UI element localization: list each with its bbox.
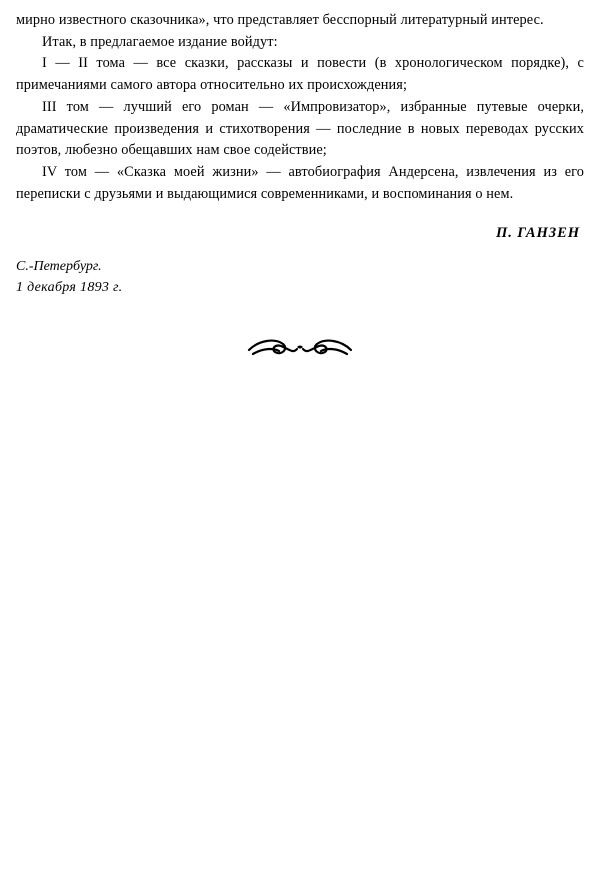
paragraph-continuation: мирно известного сказочника», что представляет бесспорный литературный интерес. (16, 12, 544, 28)
flourish-ornament (16, 332, 584, 372)
paragraph-volume-4: IV том — «Сказка моей жизни» — автобиография Андерсена, извлечения из его переписки с друзьями и выдающимися современниками, и воспоминания о нем. (16, 164, 584, 202)
paragraph-intro: Итак, в предлагаемое издание войдут: (42, 33, 278, 50)
place-line: С.-Петербург. (16, 259, 102, 275)
author-signature: П. ГАНЗЕН (495, 225, 580, 242)
date-line: 1 декабря 1893 г. (16, 280, 123, 296)
paragraph-volume-3: III том — лучший его роман — «Импровизатор», избранные путевые очерки, драматические произведения и стихотворения — последние в новых переводах русских поэтов, любезно обещавших нам свое содействие; (16, 98, 584, 159)
document-body (16, 10, 584, 205)
paragraph-volume-1-2: I — II тома — все сказки, рассказы и повести (в хронологическом порядке), с примечаниями самого автора относительно их происхождения; (16, 55, 584, 94)
place-and-date (16, 256, 584, 298)
